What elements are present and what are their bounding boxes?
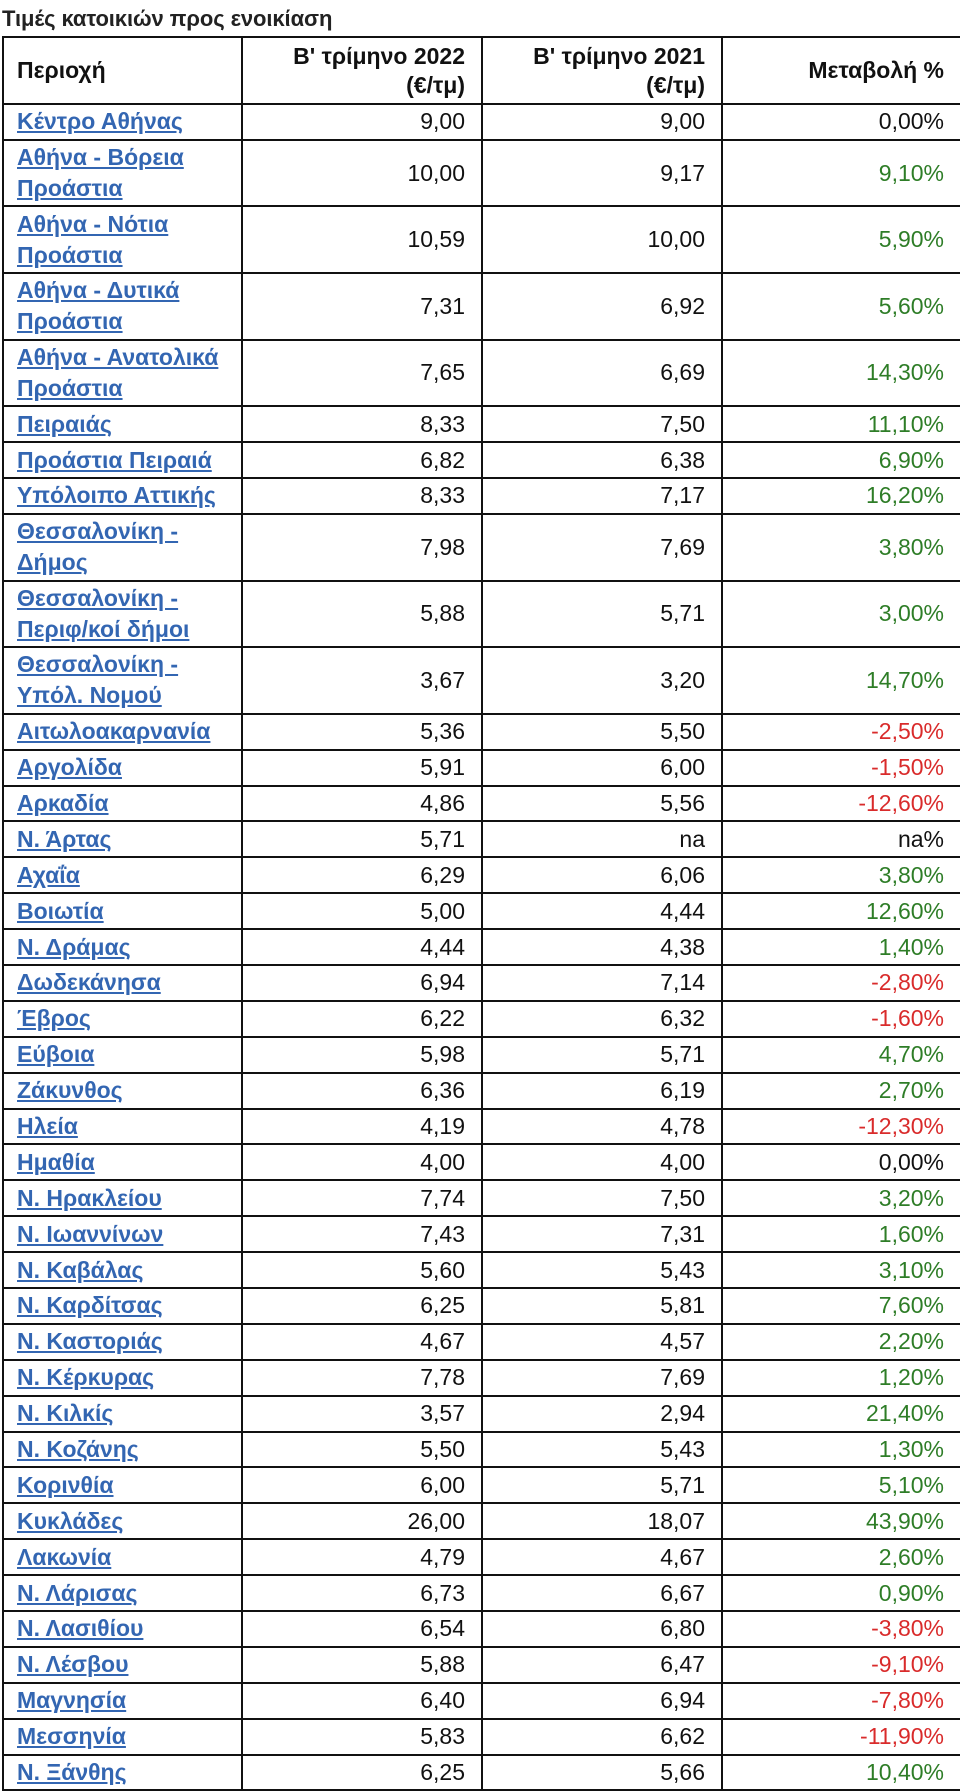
area-cell — [3, 1037, 242, 1073]
value-2021-cell: 5,43 — [482, 1432, 722, 1468]
table-row — [3, 273, 960, 340]
change-cell: 6,90% — [722, 442, 960, 478]
value-2021-cell: 4,00 — [482, 1144, 722, 1180]
change-cell: 16,20% — [722, 478, 960, 514]
value-2021-cell: 6,67 — [482, 1575, 722, 1611]
area-cell — [3, 1109, 242, 1145]
area-cell — [3, 929, 242, 965]
area-link[interactable]: Εύβοια — [17, 1041, 95, 1068]
area-cell — [3, 1001, 242, 1037]
table-row — [3, 1467, 960, 1503]
area-link[interactable]: Ν. Καστοριάς — [17, 1328, 163, 1355]
area-cell — [3, 406, 242, 442]
rent-prices-table — [2, 36, 960, 1791]
change-cell: 0,00% — [722, 1144, 960, 1180]
area-link[interactable]: Ν. Λασιθίου — [17, 1615, 144, 1642]
change-cell: -7,80% — [722, 1683, 960, 1719]
change-cell: 2,60% — [722, 1539, 960, 1575]
table-row — [3, 1001, 960, 1037]
change-cell: 11,10% — [722, 406, 960, 442]
table-row — [3, 1683, 960, 1719]
table-row — [3, 893, 960, 929]
area-cell — [3, 1252, 242, 1288]
area-link[interactable]: Θεσσαλονίκη - Περιφ/κοί δήμοι — [17, 584, 190, 642]
change-cell: 1,20% — [722, 1360, 960, 1396]
change-cell: 1,40% — [722, 929, 960, 965]
area-cell — [3, 1683, 242, 1719]
value-2021-cell: 5,50 — [482, 714, 722, 750]
change-cell: -2,80% — [722, 965, 960, 1001]
table-row — [3, 1611, 960, 1647]
value-2022-cell: 5,88 — [242, 1647, 482, 1683]
table-row — [3, 1180, 960, 1216]
header-q2-2021-period: Β' τρίμηνο 2021 — [533, 42, 705, 69]
value-2021-cell: 2,94 — [482, 1396, 722, 1432]
value-2021-cell: 18,07 — [482, 1503, 722, 1539]
table-row — [3, 1432, 960, 1468]
area-link[interactable]: Δωδεκάνησα — [17, 969, 161, 996]
value-2022-cell: 9,00 — [242, 104, 482, 140]
table-row — [3, 340, 960, 407]
table-row — [3, 206, 960, 273]
table-row — [3, 1288, 960, 1324]
value-2021-cell: 5,66 — [482, 1755, 722, 1791]
area-cell — [3, 1719, 242, 1755]
area-cell — [3, 786, 242, 822]
area-link[interactable]: Μεσσηνία — [17, 1723, 126, 1750]
value-2022-cell: 5,98 — [242, 1037, 482, 1073]
change-cell: 5,90% — [722, 206, 960, 273]
area-link[interactable]: Έβρος — [17, 1005, 91, 1032]
value-2022-cell: 6,22 — [242, 1001, 482, 1037]
area-link[interactable]: Ημαθία — [17, 1148, 95, 1175]
value-2022-cell: 7,31 — [242, 273, 482, 340]
table-row — [3, 750, 960, 786]
area-cell — [3, 514, 242, 581]
header-area: Περιοχή — [3, 37, 242, 104]
table-row — [3, 140, 960, 207]
area-link[interactable]: Ν. Λάρισας — [17, 1579, 138, 1606]
table-row — [3, 1396, 960, 1432]
value-2022-cell: 5,36 — [242, 714, 482, 750]
value-2022-cell: 5,83 — [242, 1719, 482, 1755]
value-2022-cell: 6,54 — [242, 1611, 482, 1647]
value-2022-cell: 4,67 — [242, 1324, 482, 1360]
area-cell — [3, 104, 242, 140]
change-cell: -11,90% — [722, 1719, 960, 1755]
value-2022-cell: 4,86 — [242, 786, 482, 822]
table-row — [3, 1144, 960, 1180]
value-2022-cell: 5,00 — [242, 893, 482, 929]
table-body — [3, 104, 960, 1790]
value-2022-cell: 26,00 — [242, 1503, 482, 1539]
value-2022-cell: 4,00 — [242, 1144, 482, 1180]
area-cell — [3, 442, 242, 478]
area-link[interactable]: Προάστια Πειραιά — [17, 446, 212, 473]
value-2022-cell: 5,71 — [242, 821, 482, 857]
area-link[interactable]: Υπόλοιπο Αττικής — [17, 482, 216, 509]
value-2021-cell: 6,62 — [482, 1719, 722, 1755]
table-row — [3, 1575, 960, 1611]
area-cell — [3, 821, 242, 857]
value-2021-cell: 7,50 — [482, 406, 722, 442]
header-q2-2021 — [482, 37, 722, 104]
table-row — [3, 104, 960, 140]
table-row — [3, 442, 960, 478]
change-cell: 43,90% — [722, 1503, 960, 1539]
value-2022-cell: 6,36 — [242, 1073, 482, 1109]
change-cell: -1,50% — [722, 750, 960, 786]
value-2021-cell: 5,71 — [482, 1037, 722, 1073]
change-cell: -12,30% — [722, 1109, 960, 1145]
value-2021-cell: 3,20 — [482, 647, 722, 714]
change-cell: -3,80% — [722, 1611, 960, 1647]
area-cell — [3, 1575, 242, 1611]
area-link[interactable]: Αργολίδα — [17, 754, 122, 781]
header-change: Μεταβολή % — [722, 37, 960, 104]
value-2022-cell: 6,40 — [242, 1683, 482, 1719]
value-2021-cell: 10,00 — [482, 206, 722, 273]
area-link[interactable]: Πειραιάς — [17, 410, 112, 437]
value-2021-cell: 5,56 — [482, 786, 722, 822]
area-link[interactable]: Ζάκυνθος — [17, 1077, 123, 1104]
table-row — [3, 406, 960, 442]
value-2022-cell: 6,94 — [242, 965, 482, 1001]
table-row — [3, 1324, 960, 1360]
area-cell — [3, 714, 242, 750]
area-link[interactable]: Αιτωλοακαρνανία — [17, 718, 211, 745]
header-q2-2022 — [242, 37, 482, 104]
value-2022-cell: 5,88 — [242, 581, 482, 648]
area-link[interactable]: Μαγνησία — [17, 1687, 127, 1714]
area-link[interactable]: Αθήνα - Νότια Προάστια — [17, 210, 169, 268]
change-cell: 14,70% — [722, 647, 960, 714]
area-cell — [3, 1611, 242, 1647]
area-cell — [3, 1073, 242, 1109]
value-2022-cell: 10,00 — [242, 140, 482, 207]
area-link[interactable]: Κέντρο Αθήνας — [17, 108, 183, 135]
value-2022-cell: 4,19 — [242, 1109, 482, 1145]
area-link[interactable]: Ν. Καβάλας — [17, 1256, 144, 1283]
area-cell — [3, 1396, 242, 1432]
table-row — [3, 1360, 960, 1396]
value-2022-cell: 7,43 — [242, 1216, 482, 1252]
area-cell — [3, 273, 242, 340]
value-2021-cell: 9,00 — [482, 104, 722, 140]
area-cell — [3, 1539, 242, 1575]
header-q2-2022-period: Β' τρίμηνο 2022 — [293, 42, 465, 69]
area-cell — [3, 206, 242, 273]
area-cell — [3, 893, 242, 929]
area-link[interactable]: Βοιωτία — [17, 897, 104, 924]
area-cell — [3, 857, 242, 893]
change-cell: 9,10% — [722, 140, 960, 207]
table-row — [3, 1252, 960, 1288]
value-2021-cell: 4,67 — [482, 1539, 722, 1575]
area-link[interactable]: Ν. Ηρακλείου — [17, 1184, 162, 1211]
value-2021-cell: 6,00 — [482, 750, 722, 786]
value-2022-cell: 3,57 — [242, 1396, 482, 1432]
value-2021-cell: 5,71 — [482, 1467, 722, 1503]
change-cell: 1,30% — [722, 1432, 960, 1468]
change-cell: 12,60% — [722, 893, 960, 929]
value-2022-cell: 7,74 — [242, 1180, 482, 1216]
area-cell — [3, 1647, 242, 1683]
value-2021-cell: na — [482, 821, 722, 857]
table-row — [3, 786, 960, 822]
area-link[interactable]: Κορινθία — [17, 1471, 114, 1498]
area-cell — [3, 140, 242, 207]
area-link[interactable]: Ν. Άρτας — [17, 825, 112, 852]
area-link[interactable]: Ηλεία — [17, 1112, 78, 1139]
page-title: Τιμές κατοικιών προς ενοικίαση — [2, 6, 333, 31]
value-2021-cell: 7,69 — [482, 1360, 722, 1396]
value-2021-cell: 6,94 — [482, 1683, 722, 1719]
value-2022-cell: 7,65 — [242, 340, 482, 407]
value-2021-cell: 7,17 — [482, 478, 722, 514]
area-link[interactable]: Ν. Καρδίτσας — [17, 1292, 163, 1319]
value-2021-cell: 6,69 — [482, 340, 722, 407]
value-2022-cell: 6,73 — [242, 1575, 482, 1611]
area-link[interactable]: Αχαΐα — [17, 861, 80, 888]
table-row — [3, 581, 960, 648]
area-link[interactable]: Ν. Κοζάνης — [17, 1435, 139, 1462]
value-2022-cell: 6,25 — [242, 1755, 482, 1791]
table-row — [3, 929, 960, 965]
area-link[interactable]: Αρκαδία — [17, 789, 109, 816]
table-row — [3, 478, 960, 514]
change-cell: 2,70% — [722, 1073, 960, 1109]
value-2021-cell: 6,38 — [482, 442, 722, 478]
change-cell: 3,80% — [722, 857, 960, 893]
value-2021-cell: 4,38 — [482, 929, 722, 965]
value-2021-cell: 5,43 — [482, 1252, 722, 1288]
area-cell — [3, 1360, 242, 1396]
value-2022-cell: 10,59 — [242, 206, 482, 273]
change-cell: 10,40% — [722, 1755, 960, 1791]
value-2021-cell: 6,92 — [482, 273, 722, 340]
value-2022-cell: 6,00 — [242, 1467, 482, 1503]
change-cell: 3,20% — [722, 1180, 960, 1216]
value-2021-cell: 9,17 — [482, 140, 722, 207]
header-row — [3, 37, 960, 104]
value-2021-cell: 7,50 — [482, 1180, 722, 1216]
change-cell: 14,30% — [722, 340, 960, 407]
value-2021-cell: 6,80 — [482, 1611, 722, 1647]
value-2021-cell: 6,19 — [482, 1073, 722, 1109]
value-2022-cell: 4,44 — [242, 929, 482, 965]
area-cell — [3, 478, 242, 514]
change-cell: 3,00% — [722, 581, 960, 648]
area-cell — [3, 1503, 242, 1539]
value-2022-cell: 6,82 — [242, 442, 482, 478]
value-2021-cell: 7,69 — [482, 514, 722, 581]
value-2022-cell: 3,67 — [242, 647, 482, 714]
area-link[interactable]: Ν. Κιλκίς — [17, 1400, 114, 1427]
table-row — [3, 514, 960, 581]
change-cell: 0,00% — [722, 104, 960, 140]
table-row — [3, 821, 960, 857]
table-row — [3, 1503, 960, 1539]
change-cell: na% — [722, 821, 960, 857]
header-q2-2021-unit: (€/τμ) — [646, 71, 705, 98]
value-2022-cell: 7,98 — [242, 514, 482, 581]
area-link[interactable]: Ν. Ξάνθης — [17, 1758, 127, 1785]
change-cell: -2,50% — [722, 714, 960, 750]
value-2021-cell: 5,71 — [482, 581, 722, 648]
value-2021-cell: 5,81 — [482, 1288, 722, 1324]
area-cell — [3, 1467, 242, 1503]
change-cell: 1,60% — [722, 1216, 960, 1252]
value-2021-cell: 6,47 — [482, 1647, 722, 1683]
value-2021-cell: 7,14 — [482, 965, 722, 1001]
area-link[interactable]: Θεσσαλονίκη - Δήμος — [17, 518, 179, 576]
table-row — [3, 1719, 960, 1755]
value-2022-cell: 8,33 — [242, 406, 482, 442]
value-2022-cell: 8,33 — [242, 478, 482, 514]
value-2022-cell: 5,50 — [242, 1432, 482, 1468]
change-cell: 2,20% — [722, 1324, 960, 1360]
change-cell: -9,10% — [722, 1647, 960, 1683]
table-row — [3, 647, 960, 714]
area-cell — [3, 340, 242, 407]
area-cell — [3, 1216, 242, 1252]
area-link[interactable]: Ν. Ιωαννίνων — [17, 1220, 164, 1247]
area-cell — [3, 1288, 242, 1324]
table-row — [3, 1539, 960, 1575]
change-cell: -1,60% — [722, 1001, 960, 1037]
area-link[interactable]: Θεσσαλονίκη - Υπόλ. Νομού — [17, 651, 179, 709]
value-2022-cell: 5,60 — [242, 1252, 482, 1288]
table-row — [3, 857, 960, 893]
value-2021-cell: 6,32 — [482, 1001, 722, 1037]
value-2022-cell: 7,78 — [242, 1360, 482, 1396]
change-cell: 7,60% — [722, 1288, 960, 1324]
table-row — [3, 1037, 960, 1073]
value-2021-cell: 4,57 — [482, 1324, 722, 1360]
area-cell — [3, 1180, 242, 1216]
table-row — [3, 965, 960, 1001]
change-cell: 3,80% — [722, 514, 960, 581]
change-cell: -12,60% — [722, 786, 960, 822]
area-cell — [3, 1144, 242, 1180]
table-row — [3, 1216, 960, 1252]
header-q2-2022-unit: (€/τμ) — [406, 71, 465, 98]
table-row — [3, 1073, 960, 1109]
table-row — [3, 1647, 960, 1683]
value-2022-cell: 4,79 — [242, 1539, 482, 1575]
table-row — [3, 1755, 960, 1791]
value-2021-cell: 4,44 — [482, 893, 722, 929]
area-link[interactable]: Λακωνία — [17, 1543, 112, 1570]
area-link[interactable]: Ν. Δράμας — [17, 933, 131, 960]
table-header — [3, 37, 960, 104]
change-cell: 4,70% — [722, 1037, 960, 1073]
area-cell — [3, 1755, 242, 1791]
change-cell: 5,60% — [722, 273, 960, 340]
value-2022-cell: 6,29 — [242, 857, 482, 893]
value-2022-cell: 6,25 — [242, 1288, 482, 1324]
change-cell: 3,10% — [722, 1252, 960, 1288]
area-cell — [3, 750, 242, 786]
area-link[interactable]: Ν. Λέσβου — [17, 1651, 129, 1678]
area-cell — [3, 1324, 242, 1360]
change-cell: 21,40% — [722, 1396, 960, 1432]
area-link[interactable]: Αθήνα - Δυτικά Προάστια — [17, 277, 180, 335]
value-2021-cell: 6,06 — [482, 857, 722, 893]
change-cell: 5,10% — [722, 1467, 960, 1503]
area-link[interactable]: Κυκλάδες — [17, 1507, 124, 1534]
change-cell: 0,90% — [722, 1575, 960, 1611]
table-row — [3, 1109, 960, 1145]
area-cell — [3, 965, 242, 1001]
value-2021-cell: 7,31 — [482, 1216, 722, 1252]
area-cell — [3, 647, 242, 714]
area-link[interactable]: Ν. Κέρκυρας — [17, 1364, 155, 1391]
area-cell — [3, 581, 242, 648]
area-link[interactable]: Αθήνα - Ανατολικά Προάστια — [17, 343, 219, 401]
area-link[interactable]: Αθήνα - Βόρεια Προάστια — [17, 144, 184, 202]
table-row — [3, 714, 960, 750]
value-2022-cell: 5,91 — [242, 750, 482, 786]
value-2021-cell: 4,78 — [482, 1109, 722, 1145]
area-cell — [3, 1432, 242, 1468]
